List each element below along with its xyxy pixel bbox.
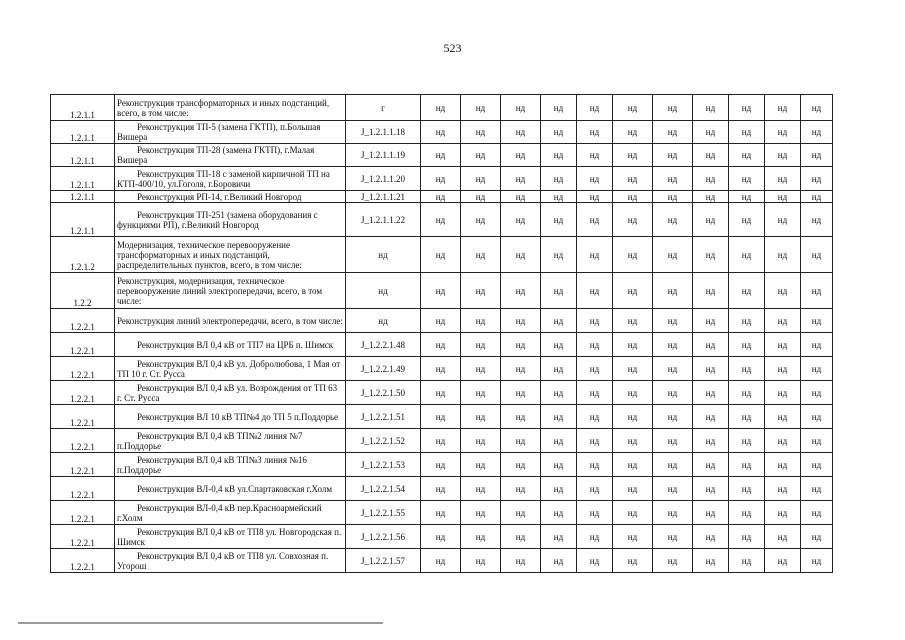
table-row — [51, 501, 833, 525]
row-name: Реконструкция ВЛ-0,4 кВ пер.Красноармейский г.Холм — [115, 501, 346, 525]
row-code: нд — [346, 237, 421, 273]
value-cell: нд — [653, 273, 693, 309]
value-cell: нд — [541, 405, 577, 429]
value-cell: нд — [577, 144, 613, 167]
row-number: 1.2.1.2 — [51, 237, 115, 273]
value-cell: нд — [729, 405, 765, 429]
value-cell: нд — [653, 501, 693, 525]
value-cell: нд — [765, 381, 801, 405]
value-cell: нд — [765, 501, 801, 525]
value-cell: нд — [421, 191, 461, 203]
value-cell: нд — [729, 121, 765, 144]
value-cell: нд — [541, 237, 577, 273]
value-cell: нд — [613, 309, 653, 333]
table-row — [51, 167, 833, 191]
value-cell: нд — [541, 203, 577, 237]
value-cell: нд — [541, 501, 577, 525]
value-cell: нд — [653, 191, 693, 203]
value-cell: нд — [693, 237, 729, 273]
value-cell: нд — [693, 309, 729, 333]
row-name: Реконструкция ВЛ 0,4 кВ от ТП8 ул. Новгородская п. Шимск — [115, 525, 346, 549]
value-cell: нд — [693, 429, 729, 453]
row-code: нд — [346, 273, 421, 309]
table-row — [51, 144, 833, 167]
value-cell: нд — [501, 144, 541, 167]
table-row — [51, 333, 833, 357]
value-cell: нд — [765, 191, 801, 203]
row-number: 1.2.2.1 — [51, 429, 115, 453]
value-cell: нд — [765, 333, 801, 357]
table-row — [51, 309, 833, 333]
value-cell: нд — [577, 381, 613, 405]
value-cell: нд — [421, 95, 461, 121]
value-cell: нд — [613, 203, 653, 237]
row-name: Реконструкция ВЛ 0,4 кВ от ТП7 на ЦРБ п. Шимск — [115, 333, 346, 357]
value-cell: нд — [653, 453, 693, 477]
row-code: J_1.2.1.1.18 — [346, 121, 421, 144]
value-cell: нд — [801, 549, 833, 573]
value-cell: нд — [613, 167, 653, 191]
value-cell: нд — [421, 167, 461, 191]
value-cell: нд — [421, 429, 461, 453]
value-cell: нд — [801, 357, 833, 381]
value-cell: нд — [801, 273, 833, 309]
row-name: Реконструкция линий электропередачи, всего, в том числе: — [115, 309, 346, 333]
value-cell: нд — [501, 121, 541, 144]
value-cell: нд — [801, 121, 833, 144]
row-name: Реконструкция ВЛ-0,4 кВ ул.Спартаковская г.Холм — [115, 477, 346, 501]
value-cell: нд — [801, 167, 833, 191]
value-cell: нд — [501, 273, 541, 309]
value-cell: нд — [461, 405, 501, 429]
value-cell: нд — [501, 309, 541, 333]
value-cell: нд — [461, 237, 501, 273]
value-cell: нд — [421, 333, 461, 357]
value-cell: нд — [729, 167, 765, 191]
value-cell: нд — [653, 525, 693, 549]
row-code: J_1.2.2.1.52 — [346, 429, 421, 453]
value-cell: нд — [729, 309, 765, 333]
value-cell: нд — [729, 357, 765, 381]
row-name: Реконструкция ВЛ 0,4 кВ ул. Добролюбова, 1 Мая от ТП 10 г. Ст. Русса — [115, 357, 346, 381]
value-cell: нд — [461, 501, 501, 525]
value-cell: нд — [765, 95, 801, 121]
value-cell: нд — [461, 191, 501, 203]
value-cell: нд — [801, 309, 833, 333]
row-code: нд — [346, 309, 421, 333]
value-cell: нд — [577, 549, 613, 573]
value-cell: нд — [693, 381, 729, 405]
value-cell: нд — [421, 273, 461, 309]
value-cell: нд — [613, 191, 653, 203]
value-cell: нд — [653, 333, 693, 357]
row-number: 1.2.1.1 — [51, 95, 115, 121]
row-code: J_1.2.2.1.50 — [346, 381, 421, 405]
value-cell: нд — [577, 477, 613, 501]
row-code: J_1.2.1.1.20 — [346, 167, 421, 191]
value-cell: нд — [461, 167, 501, 191]
value-cell: нд — [577, 333, 613, 357]
value-cell: нд — [613, 525, 653, 549]
row-code: J_1.2.2.1.51 — [346, 405, 421, 429]
row-name: Реконструкция трансформаторных и иных подстанций, всего, в том числе: — [115, 95, 346, 121]
value-cell: нд — [501, 501, 541, 525]
value-cell: нд — [577, 357, 613, 381]
value-cell: нд — [541, 167, 577, 191]
value-cell: нд — [577, 191, 613, 203]
value-cell: нд — [421, 453, 461, 477]
value-cell: нд — [801, 203, 833, 237]
value-cell: нд — [693, 191, 729, 203]
value-cell: нд — [613, 273, 653, 309]
value-cell: нд — [461, 309, 501, 333]
value-cell: нд — [421, 405, 461, 429]
value-cell: нд — [501, 333, 541, 357]
value-cell: нд — [765, 549, 801, 573]
row-name: Реконструкция ВЛ 0,4 кВ ТП№2 линия №7 п.Поддорье — [115, 429, 346, 453]
value-cell: нд — [801, 429, 833, 453]
value-cell: нд — [421, 549, 461, 573]
value-cell: нд — [729, 333, 765, 357]
row-name: Реконструкция ВЛ 10 кВ ТП№4 до ТП 5 п.Поддорье — [115, 405, 346, 429]
value-cell: нд — [501, 429, 541, 453]
value-cell: нд — [613, 237, 653, 273]
row-name: Реконструкция ВЛ 0,4 кВ ТП№3 линия №16 п.Поддорье — [115, 453, 346, 477]
value-cell: нд — [693, 477, 729, 501]
value-cell: нд — [729, 273, 765, 309]
table-row — [51, 191, 833, 203]
value-cell: нд — [765, 525, 801, 549]
row-number: 1.2.1.1 — [51, 167, 115, 191]
value-cell: нд — [729, 381, 765, 405]
value-cell: нд — [801, 501, 833, 525]
value-cell: нд — [765, 144, 801, 167]
value-cell: нд — [577, 273, 613, 309]
row-code: J_1.2.2.1.56 — [346, 525, 421, 549]
row-number: 1.2.1.1 — [51, 191, 115, 203]
value-cell: нд — [765, 167, 801, 191]
value-cell: нд — [577, 453, 613, 477]
row-name: Реконструкция РП-14, г.Великий Новгород — [115, 191, 346, 203]
value-cell: нд — [577, 405, 613, 429]
row-code: J_1.2.2.1.48 — [346, 333, 421, 357]
value-cell: нд — [653, 405, 693, 429]
value-cell: нд — [801, 525, 833, 549]
value-cell: нд — [693, 405, 729, 429]
row-number: 1.2.1.1 — [51, 144, 115, 167]
value-cell: нд — [693, 501, 729, 525]
row-code: J_1.2.1.1.19 — [346, 144, 421, 167]
value-cell: нд — [461, 357, 501, 381]
value-cell: нд — [577, 95, 613, 121]
value-cell: нд — [461, 144, 501, 167]
value-cell: нд — [765, 203, 801, 237]
value-cell: нд — [693, 357, 729, 381]
value-cell: нд — [613, 333, 653, 357]
row-number: 1.2.2.1 — [51, 381, 115, 405]
value-cell: нд — [765, 429, 801, 453]
footer-divider — [18, 622, 383, 624]
value-cell: нд — [729, 429, 765, 453]
row-name: Реконструкция ВЛ 0,4 кВ ул. Возрождения от ТП 63 г. Ст. Русса — [115, 381, 346, 405]
value-cell: нд — [653, 237, 693, 273]
row-number: 1.2.2.1 — [51, 525, 115, 549]
value-cell: нд — [653, 121, 693, 144]
row-code: г — [346, 95, 421, 121]
row-number: 1.2.1.1 — [51, 203, 115, 237]
row-number: 1.2.2.1 — [51, 453, 115, 477]
row-code: J_1.2.2.1.49 — [346, 357, 421, 381]
value-cell: нд — [613, 501, 653, 525]
value-cell: нд — [501, 549, 541, 573]
value-cell: нд — [461, 273, 501, 309]
value-cell: нд — [653, 381, 693, 405]
value-cell: нд — [501, 203, 541, 237]
value-cell: нд — [541, 191, 577, 203]
value-cell: нд — [801, 381, 833, 405]
value-cell: нд — [421, 309, 461, 333]
value-cell: нд — [541, 549, 577, 573]
value-cell: нд — [765, 453, 801, 477]
value-cell: нд — [729, 525, 765, 549]
value-cell: нд — [541, 429, 577, 453]
value-cell: нд — [541, 357, 577, 381]
value-cell: нд — [541, 273, 577, 309]
value-cell: нд — [729, 477, 765, 501]
row-code: J_1.2.1.1.21 — [346, 191, 421, 203]
table-body — [51, 95, 833, 573]
table-row — [51, 381, 833, 405]
value-cell: нд — [653, 309, 693, 333]
value-cell: нд — [461, 95, 501, 121]
value-cell: нд — [421, 121, 461, 144]
value-cell: нд — [501, 237, 541, 273]
value-cell: нд — [421, 477, 461, 501]
value-cell: нд — [613, 95, 653, 121]
value-cell: нд — [801, 237, 833, 273]
value-cell: нд — [421, 144, 461, 167]
value-cell: нд — [653, 477, 693, 501]
value-cell: нд — [541, 121, 577, 144]
value-cell: нд — [801, 191, 833, 203]
row-number: 1.2.2.1 — [51, 477, 115, 501]
value-cell: нд — [541, 381, 577, 405]
value-cell: нд — [501, 95, 541, 121]
value-cell: нд — [653, 203, 693, 237]
row-code: J_1.2.2.1.57 — [346, 549, 421, 573]
value-cell: нд — [729, 191, 765, 203]
value-cell: нд — [501, 167, 541, 191]
value-cell: нд — [653, 144, 693, 167]
table-row — [51, 121, 833, 144]
value-cell: нд — [461, 477, 501, 501]
value-cell: нд — [613, 357, 653, 381]
table-row — [51, 429, 833, 453]
value-cell: нд — [613, 144, 653, 167]
row-code: J_1.2.1.1.22 — [346, 203, 421, 237]
value-cell: нд — [501, 405, 541, 429]
value-cell: нд — [541, 477, 577, 501]
value-cell: нд — [729, 203, 765, 237]
value-cell: нд — [577, 525, 613, 549]
row-name: Реконструкция ВЛ 0,4 кВ от ТП8 ул. Совхозная п. Угорош — [115, 549, 346, 573]
row-name: Реконструкция ТП-251 (замена оборудования с функциями РП), г.Великий Новгород — [115, 203, 346, 237]
value-cell: нд — [693, 525, 729, 549]
value-cell: нд — [461, 203, 501, 237]
value-cell: нд — [501, 453, 541, 477]
value-cell: нд — [653, 357, 693, 381]
row-name: Реконструкция ТП-5 (замена ГКТП), п.Большая Вишера — [115, 121, 346, 144]
value-cell: нд — [461, 525, 501, 549]
row-number: 1.2.2.1 — [51, 549, 115, 573]
table-row — [51, 453, 833, 477]
value-cell: нд — [501, 477, 541, 501]
table-row — [51, 237, 833, 273]
value-cell: нд — [461, 121, 501, 144]
row-number: 1.2.2.1 — [51, 501, 115, 525]
row-number: 1.2.2.1 — [51, 357, 115, 381]
row-name: Реконструкция, модернизация, техническое перевооружение линий электропередачи, всего, в том числе: — [115, 273, 346, 309]
value-cell: нд — [765, 237, 801, 273]
value-cell: нд — [765, 357, 801, 381]
value-cell: нд — [801, 144, 833, 167]
value-cell: нд — [653, 95, 693, 121]
value-cell: нд — [801, 333, 833, 357]
value-cell: нд — [577, 309, 613, 333]
row-name: Реконструкция ТП-18 с заменой кирпичной ТП на КТП-400/10, ул.Гоголя, г.Боровичи — [115, 167, 346, 191]
value-cell: нд — [765, 405, 801, 429]
value-cell: нд — [461, 381, 501, 405]
value-cell: нд — [801, 405, 833, 429]
value-cell: нд — [577, 237, 613, 273]
value-cell: нд — [613, 453, 653, 477]
value-cell: нд — [421, 237, 461, 273]
value-cell: нд — [729, 549, 765, 573]
table-row — [51, 549, 833, 573]
value-cell: нд — [765, 477, 801, 501]
value-cell: нд — [653, 429, 693, 453]
value-cell: нд — [729, 453, 765, 477]
row-number: 1.2.1.1 — [51, 121, 115, 144]
value-cell: нд — [801, 477, 833, 501]
value-cell: нд — [421, 501, 461, 525]
value-cell: нд — [577, 203, 613, 237]
table-row — [51, 203, 833, 237]
table-row — [51, 405, 833, 429]
value-cell: нд — [501, 525, 541, 549]
value-cell: нд — [461, 453, 501, 477]
row-code: J_1.2.2.1.54 — [346, 477, 421, 501]
investment-table — [50, 94, 833, 573]
table-row — [51, 95, 833, 121]
value-cell: нд — [613, 381, 653, 405]
value-cell: нд — [421, 381, 461, 405]
value-cell: нд — [541, 333, 577, 357]
value-cell: нд — [693, 121, 729, 144]
value-cell: нд — [801, 453, 833, 477]
value-cell: нд — [613, 477, 653, 501]
row-number: 1.2.2.1 — [51, 309, 115, 333]
value-cell: нд — [693, 203, 729, 237]
value-cell: нд — [461, 333, 501, 357]
value-cell: нд — [765, 309, 801, 333]
value-cell: нд — [577, 167, 613, 191]
value-cell: нд — [613, 549, 653, 573]
row-code: J_1.2.2.1.53 — [346, 453, 421, 477]
value-cell: нд — [729, 237, 765, 273]
value-cell: нд — [693, 549, 729, 573]
value-cell: нд — [501, 381, 541, 405]
value-cell: нд — [421, 357, 461, 381]
value-cell: нд — [613, 429, 653, 453]
row-name: Модернизация, техническое перевооружение трансформаторных и иных подстанций, распределительных пунктов, всего, в том числе: — [115, 237, 346, 273]
value-cell: нд — [541, 144, 577, 167]
row-number: 1.2.2.1 — [51, 405, 115, 429]
table-row — [51, 357, 833, 381]
value-cell: нд — [541, 95, 577, 121]
value-cell: нд — [653, 167, 693, 191]
value-cell: нд — [421, 203, 461, 237]
value-cell: нд — [693, 167, 729, 191]
value-cell: нд — [693, 453, 729, 477]
value-cell: нд — [541, 309, 577, 333]
row-name: Реконструкция ТП-28 (замена ГКТП), г.Малая Вишера — [115, 144, 346, 167]
value-cell: нд — [541, 525, 577, 549]
table-row — [51, 477, 833, 501]
value-cell: нд — [693, 95, 729, 121]
value-cell: нд — [613, 121, 653, 144]
value-cell: нд — [765, 121, 801, 144]
row-number: 1.2.2 — [51, 273, 115, 309]
value-cell: нд — [613, 405, 653, 429]
value-cell: нд — [541, 453, 577, 477]
value-cell: нд — [461, 549, 501, 573]
value-cell: нд — [729, 501, 765, 525]
value-cell: нд — [577, 429, 613, 453]
value-cell: нд — [729, 144, 765, 167]
row-code: J_1.2.2.1.55 — [346, 501, 421, 525]
value-cell: нд — [765, 273, 801, 309]
value-cell: нд — [577, 501, 613, 525]
value-cell: нд — [693, 273, 729, 309]
value-cell: нд — [501, 357, 541, 381]
value-cell: нд — [801, 95, 833, 121]
table-row — [51, 273, 833, 309]
value-cell: нд — [729, 95, 765, 121]
value-cell: нд — [421, 525, 461, 549]
value-cell: нд — [577, 121, 613, 144]
row-number: 1.2.2.1 — [51, 333, 115, 357]
table-row — [51, 525, 833, 549]
page-number: 523 — [443, 41, 462, 55]
value-cell: нд — [653, 549, 693, 573]
value-cell: нд — [501, 191, 541, 203]
value-cell: нд — [461, 429, 501, 453]
value-cell: нд — [693, 144, 729, 167]
value-cell: нд — [693, 333, 729, 357]
